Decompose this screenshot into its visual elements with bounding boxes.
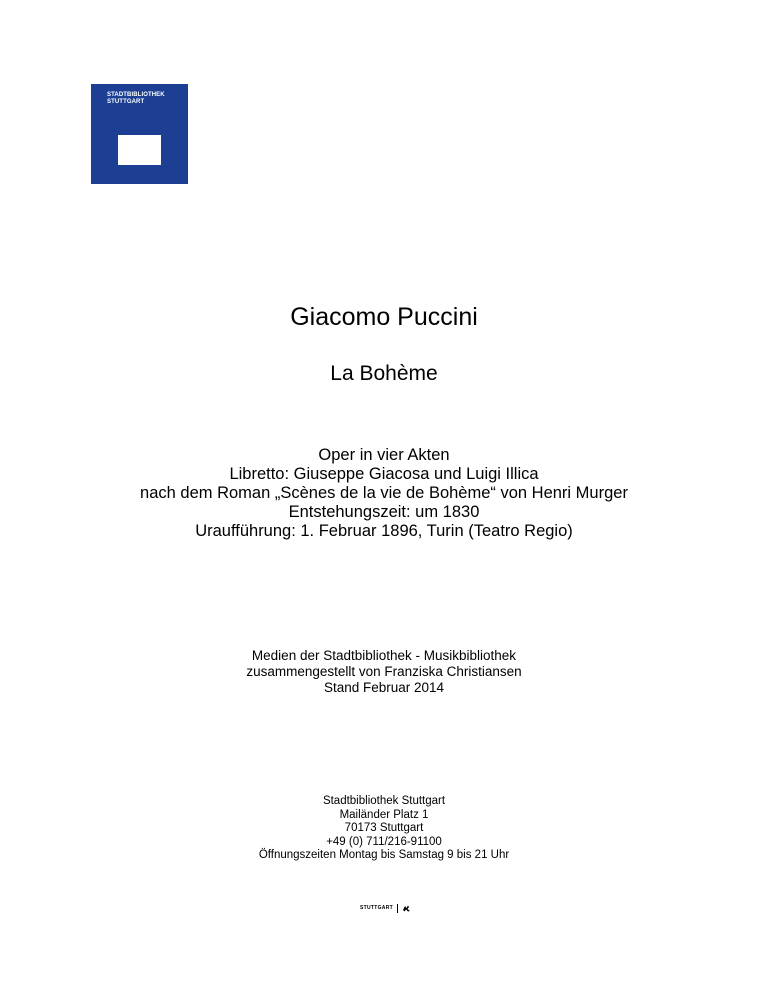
page-title: Giacomo Puccini: [290, 303, 478, 331]
logo-wordmark: [107, 92, 187, 106]
opera-info-line-4: Entstehungszeit: um 1830: [288, 503, 480, 521]
opera-info-line-5: Uraufführung: 1. Februar 1896, Turin (Teatro Regio): [195, 522, 573, 540]
media-info-line-1: Medien der Stadtbibliothek - Musikbibliothek: [251, 648, 517, 663]
media-info-line-3: Stand Februar 2014: [323, 680, 445, 695]
stadtbibliothek-logo: [91, 84, 188, 184]
opera-info-line-2: Libretto: Giuseppe Giacosa und Luigi Illica: [229, 465, 539, 483]
stuttgart-city-logo: [360, 902, 411, 914]
address-line-5: Öffnungszeiten Montag bis Samstag 9 bis 21 Uhr: [258, 849, 510, 861]
logo-window-shape: [118, 135, 161, 165]
address-line-1: Stadtbibliothek Stuttgart: [322, 795, 446, 807]
logo-line-1: STADTBIBLIOTHEK: [107, 92, 165, 98]
address-block: [0, 795, 768, 863]
opera-info-block: [0, 446, 768, 541]
city-logo-wordmark: STUTTGART: [360, 905, 393, 911]
address-line-3: 70173 Stuttgart: [344, 822, 424, 834]
address-line-2: Mailänder Platz 1: [339, 808, 429, 821]
opera-info-line-3: nach dem Roman „Scènes de la vie de Bohème“ von Henri Murger: [140, 484, 628, 502]
media-info-block: [0, 648, 768, 696]
page-subtitle: La Bohème: [330, 362, 438, 385]
address-line-4: +49 (0) 711/216-91100: [326, 835, 442, 848]
city-logo-divider: [397, 904, 398, 913]
media-info-line-2: zusammengestellt von Franziska Christiansen: [246, 664, 522, 679]
stuttgart-horse-icon: [402, 904, 411, 913]
opera-info-line-1: Oper in vier Akten: [318, 446, 450, 464]
logo-line-2: STUTTGART: [107, 99, 145, 105]
